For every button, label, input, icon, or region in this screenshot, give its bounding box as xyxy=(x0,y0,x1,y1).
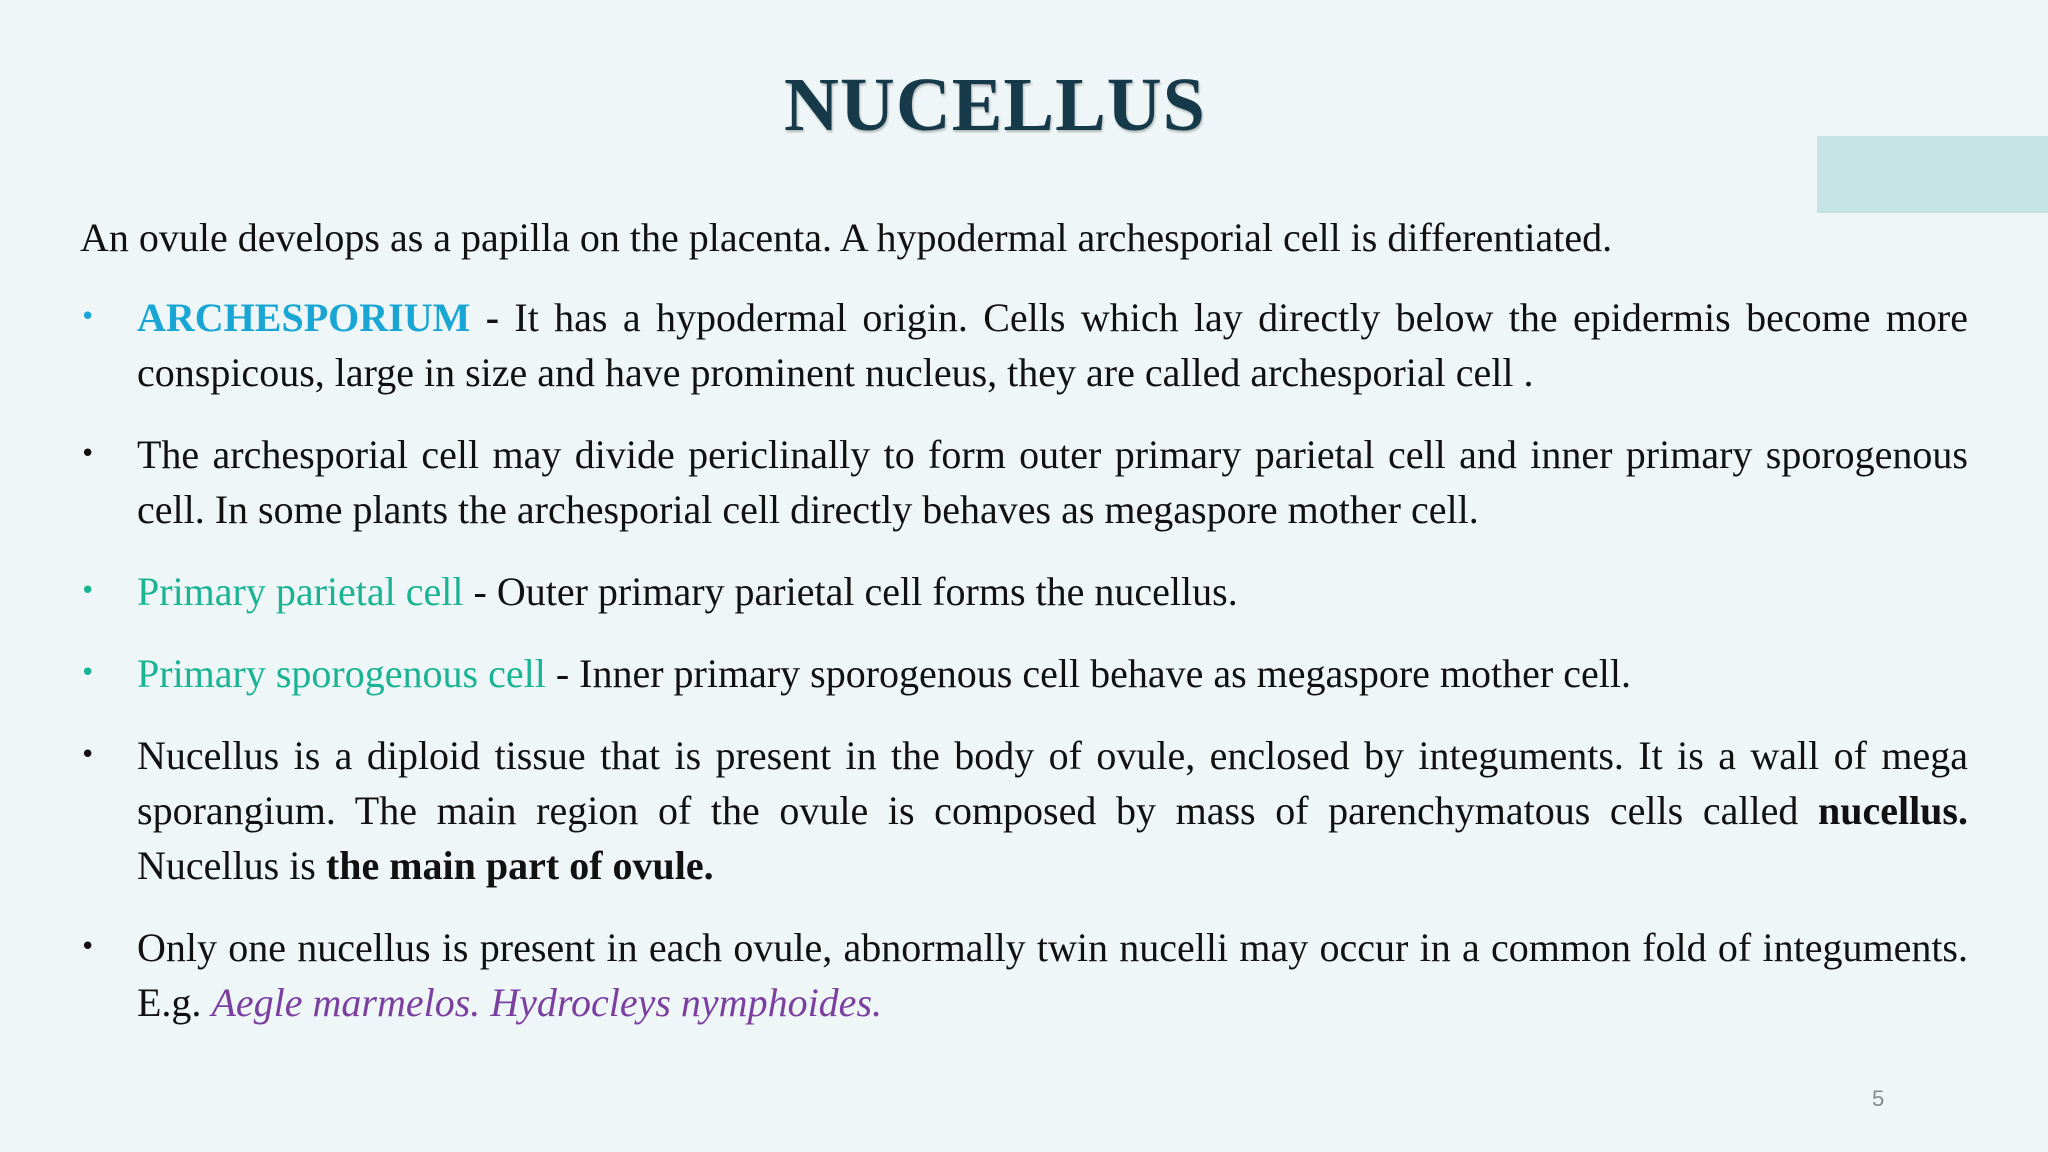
bullet-twin-nucelli xyxy=(80,920,1978,1030)
bullet-icon: • xyxy=(80,302,96,332)
bullet-icon: • xyxy=(80,932,96,962)
term-primary-parietal-cell: Primary parietal cell xyxy=(137,569,464,614)
bullet-primary-sporogenous xyxy=(80,646,1968,701)
bullet-icon: • xyxy=(80,439,96,469)
bullet-icon: • xyxy=(80,576,96,606)
bold-main-part: the main part of ovule. xyxy=(325,843,714,888)
term-primary-sporogenous-cell: Primary sporogenous cell xyxy=(137,651,546,696)
bullet-icon: • xyxy=(80,740,96,770)
bold-nucellus: nucellus. xyxy=(1817,788,1968,833)
bullet-text: Nucellus is a diploid tissue that is present in the body of ovule, enclosed by integuments. It is a wall of mega sporangium. The main region of the ovule is composed by mass of parenchymatous cells called xyxy=(137,733,1968,833)
bullet-text: Only one nucellus is present in each ovule, abnormally twin nucelli may occur in a common fold of integuments. E.g. xyxy=(137,925,1978,1025)
bullet-primary-parietal xyxy=(80,564,1968,619)
bullet-list xyxy=(80,290,1978,1057)
bullet-text: - Outer primary parietal cell forms the nucellus. xyxy=(463,569,1238,614)
bullet-text-continued: Nucellus is xyxy=(137,788,1978,888)
bullet-text: The archesporial cell may divide periclinally to form outer primary parietal cell and inner primary sporogenous cell. In some plants the archesporial cell directly behaves as megaspore mother cell. xyxy=(137,432,1968,532)
bullet-text: It has a hypodermal origin. Cells which lay directly below the epidermis become more conspicous, large in size and have prominent nucleus, they are called archesporial cell . xyxy=(137,295,1968,395)
term-separator: - xyxy=(470,295,515,340)
bullet-icon: • xyxy=(80,658,96,688)
slide-title: NUCELLUS xyxy=(784,63,1206,147)
bullet-archesporium xyxy=(80,290,1968,400)
intro-paragraph: An ovule develops as a papilla on the placenta. A hypodermal archesporial cell is differentiated. xyxy=(80,215,1613,260)
bullet-nucellus-definition xyxy=(80,728,1978,893)
page-number: 5 xyxy=(1872,1086,1885,1111)
bullet-archesporial-division xyxy=(80,427,1968,537)
species-examples: Aegle marmelos. Hydrocleys nymphoides. xyxy=(211,980,883,1025)
term-archesporium: ARCHESPORIUM xyxy=(137,295,471,340)
bullet-text: - Inner primary sporogenous cell behave as megaspore mother cell. xyxy=(545,651,1631,696)
